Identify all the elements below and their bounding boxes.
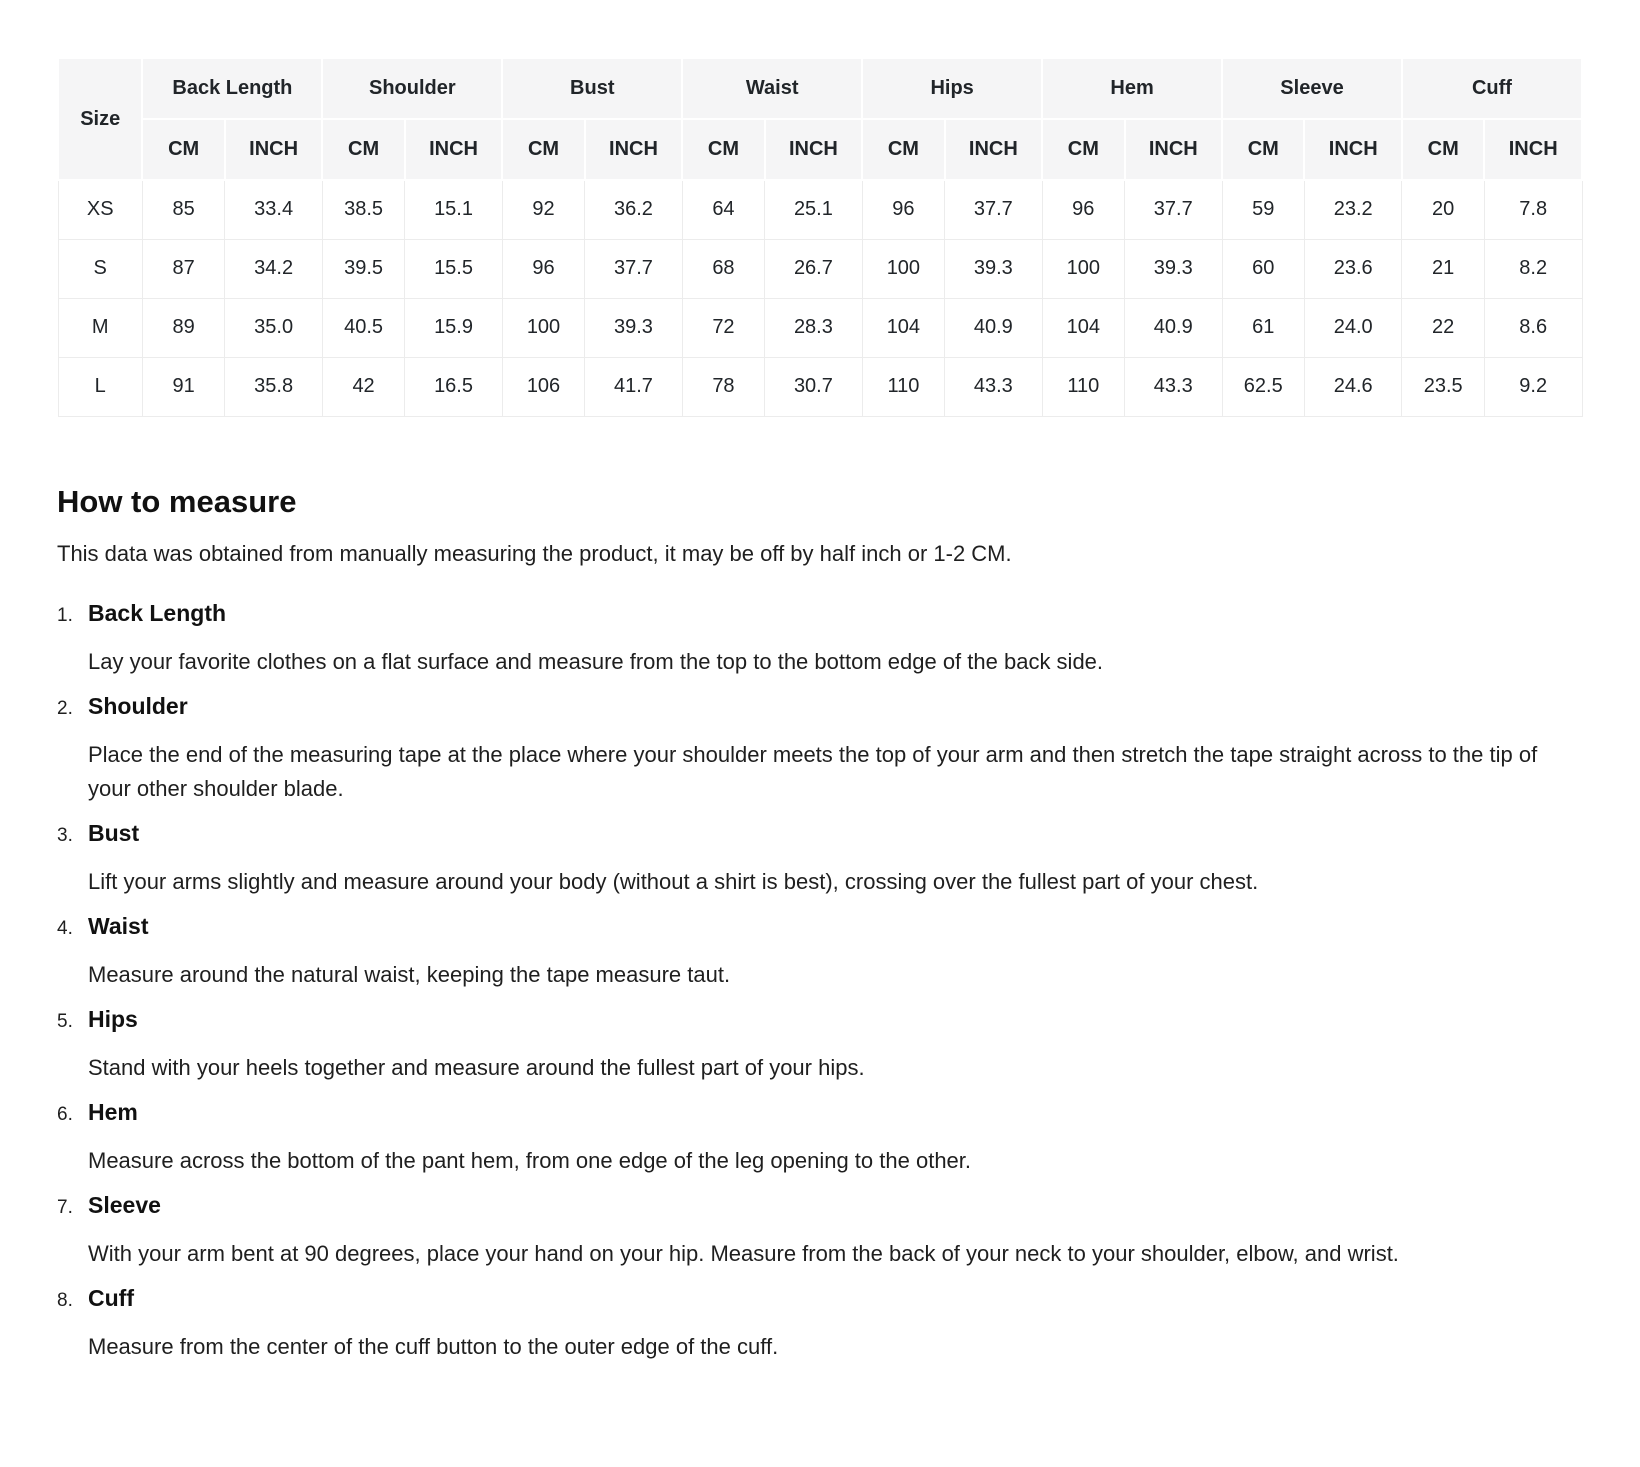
measurement-cell: 43.3 [1125,357,1223,416]
measure-item-number: 2. [57,697,73,719]
measurement-cell: 24.0 [1304,298,1402,357]
how-to-measure-intro: This data was obtained from manually measuring the product, it may be off by half inch or 1-2 CM. [57,540,1012,566]
measure-term-row [57,1282,1583,1317]
measurement-cell: 15.5 [405,239,503,298]
group-header: Hem [1042,58,1222,119]
measurement-cell: 43.3 [945,357,1043,416]
measurement-cell: 23.5 [1402,357,1484,416]
group-header: Back Length [142,58,322,119]
measurement-cell: 38.5 [322,180,404,239]
measure-item-number: 1. [57,604,73,626]
unit-header: CM [682,119,764,180]
measurement-cell: 25.1 [765,180,863,239]
measurement-cell: 28.3 [765,298,863,357]
measurement-cell: 72 [682,298,764,357]
table-row [58,180,1582,239]
unit-header: CM [502,119,584,180]
measure-item-term: Hips [88,1005,138,1032]
measure-item-number: 7. [57,1196,73,1218]
measurement-cell: 59 [1222,180,1304,239]
measure-item-term: Bust [88,819,140,846]
measure-item-description: Measure across the bottom of the pant hem, from one edge of the leg opening to the other. [88,1147,972,1173]
group-header: Sleeve [1222,58,1402,119]
unit-header: CM [142,119,224,180]
measurement-cell: 96 [1042,180,1124,239]
measurement-cell: 8.6 [1484,298,1582,357]
unit-header: INCH [1484,119,1582,180]
measure-list-item [57,1282,1583,1364]
measurement-cell: 96 [862,180,944,239]
measure-item-term: Sleeve [88,1191,161,1218]
measurement-cell: 7.8 [1484,180,1582,239]
measurement-cell: 35.0 [225,298,323,357]
measure-item-description: Measure from the center of the cuff button to the outer edge of the cuff. [88,1333,779,1359]
unit-header: CM [1042,119,1124,180]
group-header-row [58,58,1582,119]
measure-item-number: 3. [57,824,73,846]
group-header: Cuff [1402,58,1582,119]
unit-header: INCH [585,119,683,180]
measurement-cell: 35.8 [225,357,323,416]
measurement-cell: 24.6 [1304,357,1402,416]
measurement-cell: 8.2 [1484,239,1582,298]
group-header: Waist [682,58,862,119]
measurement-cell: 39.5 [322,239,404,298]
table-row [58,298,1582,357]
measurement-cell: 33.4 [225,180,323,239]
measurement-cell: 64 [682,180,764,239]
measurement-cell: 37.7 [1125,180,1223,239]
measure-item-number: 6. [57,1103,73,1125]
measure-term-row [57,910,1583,945]
unit-header: CM [322,119,404,180]
measurement-cell: 39.3 [945,239,1043,298]
measurement-cell: 40.9 [1125,298,1223,357]
unit-header: INCH [1125,119,1223,180]
measurement-cell: 23.6 [1304,239,1402,298]
measure-item-term: Hem [88,1098,138,1125]
measurement-cell: 23.2 [1304,180,1402,239]
measurement-cell: 16.5 [405,357,503,416]
measurement-cell: 36.2 [585,180,683,239]
measurement-cell: 15.9 [405,298,503,357]
measurement-cell: 100 [1042,239,1124,298]
measure-item-number: 5. [57,1010,73,1032]
measurement-cell: 20 [1402,180,1484,239]
unit-header: INCH [1304,119,1402,180]
measurement-cell: 106 [502,357,584,416]
group-header: Shoulder [322,58,502,119]
unit-header: INCH [945,119,1043,180]
measure-list [57,597,1583,1364]
measurement-cell: 92 [502,180,584,239]
measurement-cell: 40.5 [322,298,404,357]
measurement-cell: 37.7 [945,180,1043,239]
unit-header: INCH [405,119,503,180]
measurement-cell: 104 [1042,298,1124,357]
measurement-cell: 104 [862,298,944,357]
size-cell: L [58,357,142,416]
measure-list-item [57,1003,1583,1085]
unit-header: CM [862,119,944,180]
measure-item-term: Cuff [88,1284,134,1311]
measure-term-row [57,1189,1583,1224]
measure-list-item [57,910,1583,992]
measure-item-description: Measure around the natural waist, keeping the tape measure taut. [88,961,731,987]
how-to-measure-title: How to measure [57,483,297,519]
measurement-cell: 30.7 [765,357,863,416]
measurement-cell: 42 [322,357,404,416]
measurement-cell: 21 [1402,239,1484,298]
measurement-cell: 96 [502,239,584,298]
measurement-cell: 62.5 [1222,357,1304,416]
measurement-cell: 87 [142,239,224,298]
measurement-cell: 78 [682,357,764,416]
unit-header: INCH [765,119,863,180]
measure-item-term: Shoulder [88,692,188,719]
measure-item-term: Back Length [88,599,227,626]
measurement-cell: 41.7 [585,357,683,416]
size-column-header: Size [58,58,142,180]
measurement-cell: 39.3 [1125,239,1223,298]
measurement-cell: 22 [1402,298,1484,357]
size-cell: M [58,298,142,357]
unit-header: INCH [225,119,323,180]
measure-item-description: Stand with your heels together and measure around the fullest part of your hips. [88,1054,865,1080]
measurement-cell: 34.2 [225,239,323,298]
unit-header: CM [1222,119,1304,180]
size-cell: XS [58,180,142,239]
size-cell: S [58,239,142,298]
unit-header: CM [1402,119,1484,180]
measurement-cell: 15.1 [405,180,503,239]
measurement-cell: 89 [142,298,224,357]
measure-list-item [57,1189,1583,1271]
measure-term-row [57,1096,1583,1131]
measure-item-number: 8. [57,1289,73,1311]
measurement-cell: 9.2 [1484,357,1582,416]
measure-list-item [57,690,1583,806]
measure-term-row [57,1003,1583,1038]
measurement-cell: 39.3 [585,298,683,357]
measurement-cell: 68 [682,239,764,298]
measure-item-description: Lay your favorite clothes on a flat surface and measure from the top to the bottom edge of the back side. [88,648,1104,674]
measure-item-description: Lift your arms slightly and measure around your body (without a shirt is best), crossing over the fullest part of your chest. [88,868,1259,894]
measurement-cell: 26.7 [765,239,863,298]
measurement-cell: 61 [1222,298,1304,357]
measurement-cell: 60 [1222,239,1304,298]
measurement-cell: 40.9 [945,298,1043,357]
measure-list-item [57,1096,1583,1178]
measure-item-number: 4. [57,917,73,939]
size-table-body [58,180,1582,416]
measure-term-row [57,817,1583,852]
measure-item-description: With your arm bent at 90 degrees, place your hand on your hip. Measure from the back of your neck to your shoulder, elbow, and wrist. [88,1240,1399,1266]
measure-list-item [57,817,1583,899]
measurement-cell: 100 [502,298,584,357]
table-row [58,239,1582,298]
measurement-cell: 110 [862,357,944,416]
measurement-cell: 91 [142,357,224,416]
size-chart-table [57,57,1583,417]
measure-term-row [57,597,1583,632]
measure-item-term: Waist [88,912,149,939]
measurement-cell: 100 [862,239,944,298]
measurement-cell: 85 [142,180,224,239]
measure-term-row [57,690,1583,725]
measurement-cell: 37.7 [585,239,683,298]
unit-header-row [58,119,1582,180]
measure-item-description: Place the end of the measuring tape at the place where your shoulder meets the top of your arm and then stretch the tape straight across to the tip of your other shoulder blade. [88,741,1538,801]
group-header: Bust [502,58,682,119]
measurement-cell: 110 [1042,357,1124,416]
group-header: Hips [862,58,1042,119]
measure-list-item [57,597,1583,679]
table-row [58,357,1582,416]
